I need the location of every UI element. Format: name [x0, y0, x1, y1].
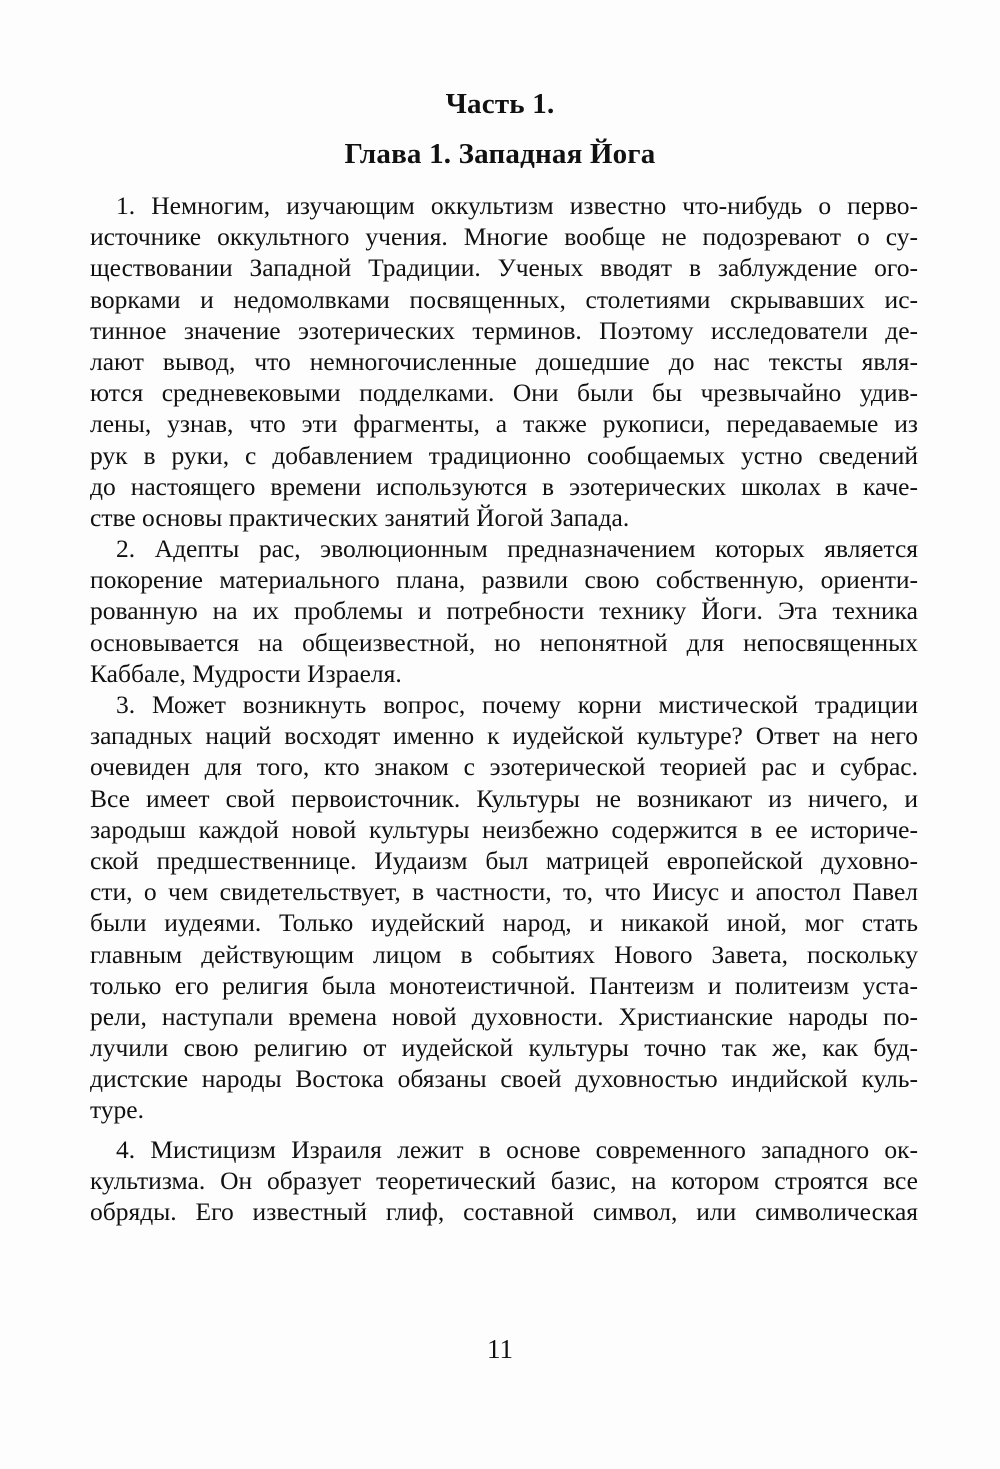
chapter-title: Глава 1. Западная Йога — [344, 138, 656, 170]
text-line: 2. Адепты рас, эволюционным предназначением которых является — [116, 534, 918, 564]
part-title: Часть 1. — [445, 88, 555, 120]
page-number: 11 — [487, 1334, 513, 1364]
text-line: лучили свою религию от иудейской культуры точно так же, как буд- — [90, 1033, 918, 1063]
text-line: рованную на их проблемы и потребности технику Йоги. Эта техника — [90, 596, 918, 626]
text-line: ворками и недомолвками посвященных, столетиями скрывавших ис- — [90, 284, 918, 314]
text-line: рук в руки, с добавлением традиционно сообщаемых устно сведений — [90, 440, 918, 470]
text-line: 1. Немногим, изучающим оккультизм известно что-нибудь о перво- — [116, 191, 918, 220]
text-line: тинное значение эзотерических терминов. Поэтому исследователи де- — [90, 315, 918, 345]
text-line: главным действующим лицом в событиях Нового Завета, поскольку — [90, 939, 918, 969]
text-line: до настоящего времени используются в эзотерических школах в каче- — [90, 471, 918, 501]
text-line: обряды. Его известный глиф, составной символ, или символическая — [90, 1197, 918, 1226]
text-line: лают вывод, что немногочисленные дошедшие до нас тексты явля- — [90, 346, 918, 376]
text-line: рели, наступали времена новой духовности. Христианские народы по- — [90, 1001, 918, 1031]
text-line: были иудеями. Только иудейский народ, и никакой иной, мог стать — [90, 908, 918, 938]
text-line: 3. Может возникнуть вопрос, почему корни мистической традиции — [116, 690, 918, 719]
text-line: покорение материального плана, развили свою собственную, ориенти- — [90, 565, 918, 595]
body-text — [90, 190, 918, 1227]
text-line: сти, о чем свидетельствует, в частности, то, что Иисус и апостол Павел — [90, 877, 918, 907]
text-line: дистские народы Востока обязаны своей духовностью индийской куль- — [90, 1064, 918, 1094]
text-line: 4. Мистицизм Израиля лежит в основе современного западного ок- — [116, 1134, 918, 1164]
text-line: только его религия была монотеистичной. Пантеизм и политеизм уста- — [90, 970, 918, 1000]
text-line: основывается на общеизвестной, но непонятной для непосвященных — [90, 627, 918, 657]
text-line: источнике оккультного учения. Многие вообще не подозревают о су- — [90, 222, 918, 252]
text-line: ской предшественнице. Иудаизм был матрицей европейской духовно- — [90, 845, 918, 875]
text-line: западных наций восходят именно к иудейской культуре? Ответ на него — [90, 721, 918, 751]
text-line: ются средневековыми подделками. Они были бы чрезвычайно удив- — [90, 378, 918, 408]
text-line: Все имеет свой первоисточник. Культуры не возникают из ничего, и — [90, 783, 918, 813]
text-line: ществовании Западной Традиции. Ученых вводят в заблуждение ого- — [90, 253, 918, 283]
text-line: стве основы практических занятий Йогой Запада. — [90, 502, 630, 532]
text-line: лены, узнав, что эти фрагменты, а также рукописи, передаваемые из — [90, 409, 918, 439]
text-line: зародыш каждой новой культуры неизбежно содержится в ее историче- — [90, 814, 918, 844]
text-line: туре. — [90, 1095, 145, 1125]
text-line: культизма. Он образует теоретический базис, на котором строятся все — [90, 1165, 918, 1195]
text-line: очевиден для того, кто знаком с эзотерической теорией рас и субрас. — [90, 752, 918, 782]
text-line: Каббале, Мудрости Израеля. — [90, 658, 402, 688]
